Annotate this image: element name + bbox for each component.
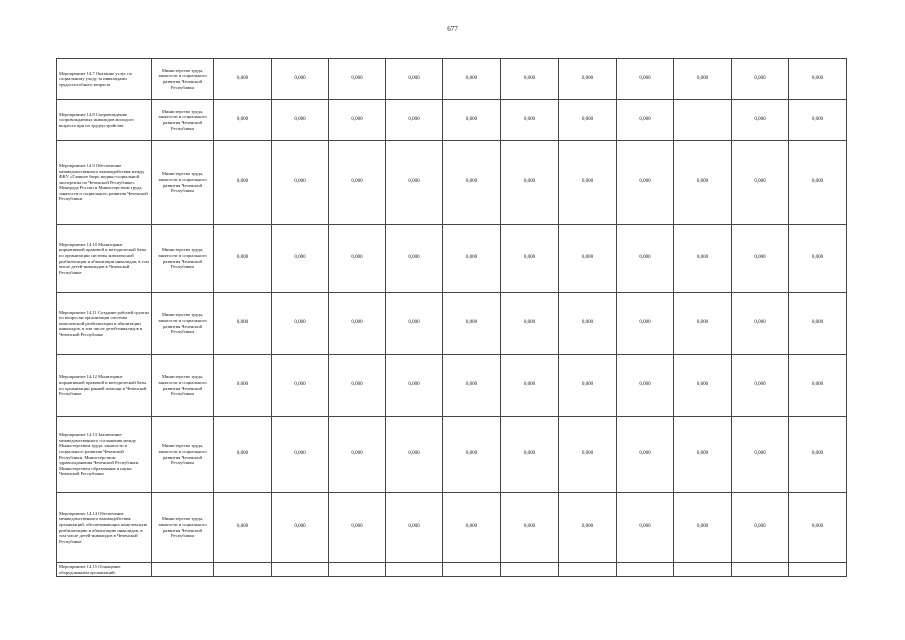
value-cell: 0,000 — [617, 100, 674, 141]
table-row — [57, 563, 847, 577]
value-cell: 0,000 — [214, 493, 272, 563]
measure-cell: Мероприятие 14.8 Сопровождение сопровождаемых инвалидов молодого возраста при их трудоустройстве — [57, 100, 152, 141]
value-cell: 0,000 — [501, 355, 559, 417]
value-cell: 0,000 — [272, 293, 329, 355]
measure-cell: Мероприятие 14.9 Обеспечение межведомственного взаимодействия между ФКУ «Главное бюро медико-социальной экспертизы по Чеченской Республике» Минтруда России и Министерством труда, занятости и социального развития Чеченской Республики — [57, 141, 152, 225]
value-cell — [674, 100, 732, 141]
value-cell: 0,000 — [559, 355, 617, 417]
value-cell — [214, 563, 272, 577]
measure-cell: Мероприятие 14.10 Мониторинг нормативной правовой и методической базы по организации системы комплексной реабилитации и абилитации инвалидов, в том числе детей-инвалидов в Чеченской Республике — [57, 225, 152, 293]
value-cell: 0,000 — [443, 225, 501, 293]
responsible-org-cell: Министерство труда, занятости и социального развития Чеченской Республики — [152, 355, 214, 417]
value-cell: 0,000 — [501, 493, 559, 563]
value-cell — [559, 563, 617, 577]
value-cell: 0,000 — [732, 293, 789, 355]
value-cell: 0,000 — [559, 100, 617, 141]
value-cell: 0,000 — [617, 59, 674, 100]
value-cell: 0,000 — [386, 225, 443, 293]
value-cell: 0,000 — [443, 355, 501, 417]
value-cell: 0,000 — [272, 417, 329, 493]
value-cell: 0,000 — [789, 59, 847, 100]
value-cell: 0,000 — [386, 141, 443, 225]
table-row — [57, 417, 847, 493]
measure-cell: Мероприятие 14.12 Мониторинг нормативной правовой и методической базы по организации ранней помощи в Чеченской Республике — [57, 355, 152, 417]
value-cell: 0,000 — [617, 355, 674, 417]
value-cell: 0,000 — [386, 417, 443, 493]
value-cell: 0,000 — [501, 293, 559, 355]
value-cell: 0,000 — [329, 100, 386, 141]
measure-cell: Мероприятие 14.14 Обеспечение межведомственного взаимодействия организаций, обеспечивающих комплексную реабилитацию и абилитацию инвалидов, в том числе детей-инвалидов в Чеченской Республике — [57, 493, 152, 563]
value-cell: 0,000 — [329, 293, 386, 355]
value-cell: 0,000 — [443, 293, 501, 355]
responsible-org-cell: Министерство труда, занятости и социального развития Чеченской Республики — [152, 417, 214, 493]
budget-table — [56, 58, 847, 577]
value-cell — [732, 563, 789, 577]
value-cell — [501, 563, 559, 577]
table-row — [57, 59, 847, 100]
measure-cell: Мероприятие 14.11 Создание рабочей группы по вопросам организации системы комплексной реабилитации и абилитации инвалидов, в том числе детей-инвалидов в Чеченской Республике — [57, 293, 152, 355]
value-cell: 0,000 — [214, 293, 272, 355]
value-cell: 0,000 — [789, 355, 847, 417]
value-cell: 0,000 — [386, 493, 443, 563]
value-cell: 0,000 — [214, 141, 272, 225]
value-cell: 0,000 — [617, 225, 674, 293]
value-cell: 0,000 — [214, 355, 272, 417]
page-number: 677 — [447, 25, 458, 33]
value-cell — [386, 563, 443, 577]
value-cell: 0,000 — [443, 493, 501, 563]
measure-cell: Мероприятие 14.7 Оказание услуг по социальному уходу за инвалидами трудоспособного возраста — [57, 59, 152, 100]
value-cell: 0,000 — [674, 141, 732, 225]
value-cell: 0,000 — [214, 225, 272, 293]
responsible-org-cell — [152, 563, 214, 577]
value-cell: 0,000 — [214, 417, 272, 493]
value-cell: 0,000 — [559, 141, 617, 225]
value-cell: 0,000 — [617, 417, 674, 493]
value-cell: 0,000 — [443, 141, 501, 225]
value-cell: 0,000 — [617, 493, 674, 563]
measure-cell: Мероприятие 14.15 Оснащение оборудованием организаций, — [57, 563, 152, 577]
value-cell — [329, 563, 386, 577]
table-row — [57, 293, 847, 355]
value-cell: 0,000 — [501, 59, 559, 100]
value-cell: 0,000 — [617, 293, 674, 355]
responsible-org-cell: Министерство труда, занятости и социального развития Чеченской Республики — [152, 100, 214, 141]
budget-table-container — [56, 58, 847, 577]
value-cell: 0,000 — [272, 493, 329, 563]
value-cell: 0,000 — [501, 417, 559, 493]
value-cell: 0,000 — [386, 100, 443, 141]
value-cell: 0,000 — [443, 417, 501, 493]
table-body — [57, 59, 847, 577]
value-cell — [443, 563, 501, 577]
value-cell: 0,000 — [789, 100, 847, 141]
responsible-org-cell: Министерство труда, занятости и социального развития Чеченской Республики — [152, 59, 214, 100]
value-cell: 0,000 — [214, 100, 272, 141]
value-cell: 0,000 — [559, 493, 617, 563]
value-cell: 0,000 — [386, 355, 443, 417]
value-cell: 0,000 — [674, 293, 732, 355]
responsible-org-cell: Министерство труда, занятости и социального развития Чеченской Республики — [152, 293, 214, 355]
responsible-org-cell: Министерство труда, занятости и социального развития Чеченской Республики — [152, 141, 214, 225]
value-cell: 0,000 — [732, 417, 789, 493]
value-cell: 0,000 — [272, 100, 329, 141]
table-row — [57, 493, 847, 563]
value-cell: 0,000 — [789, 293, 847, 355]
value-cell: 0,000 — [789, 225, 847, 293]
value-cell: 0,000 — [559, 293, 617, 355]
value-cell: 0,000 — [732, 59, 789, 100]
value-cell: 0,000 — [789, 417, 847, 493]
value-cell: 0,000 — [559, 417, 617, 493]
table-row — [57, 141, 847, 225]
value-cell: 0,000 — [329, 225, 386, 293]
value-cell — [674, 563, 732, 577]
value-cell: 0,000 — [674, 59, 732, 100]
value-cell: 0,000 — [329, 417, 386, 493]
responsible-org-cell: Министерство труда, занятости и социального развития Чеченской Республики — [152, 225, 214, 293]
value-cell: 0,000 — [674, 355, 732, 417]
value-cell: 0,000 — [329, 141, 386, 225]
value-cell: 0,000 — [386, 293, 443, 355]
value-cell: 0,000 — [329, 493, 386, 563]
responsible-org-cell: Министерство труда, занятости и социального развития Чеченской Республики — [152, 493, 214, 563]
table-row — [57, 100, 847, 141]
value-cell: 0,000 — [732, 493, 789, 563]
table-row — [57, 355, 847, 417]
value-cell — [617, 563, 674, 577]
value-cell: 0,000 — [674, 225, 732, 293]
value-cell: 0,000 — [732, 355, 789, 417]
value-cell — [272, 563, 329, 577]
value-cell: 0,000 — [501, 100, 559, 141]
value-cell: 0,000 — [272, 355, 329, 417]
value-cell: 0,000 — [732, 225, 789, 293]
value-cell: 0,000 — [272, 225, 329, 293]
value-cell: 0,000 — [501, 225, 559, 293]
value-cell: 0,000 — [272, 59, 329, 100]
table-row — [57, 225, 847, 293]
value-cell: 0,000 — [789, 141, 847, 225]
value-cell: 0,000 — [443, 100, 501, 141]
value-cell: 0,000 — [674, 493, 732, 563]
value-cell: 0,000 — [674, 417, 732, 493]
value-cell: 0,000 — [272, 141, 329, 225]
measure-cell: Мероприятие 14.13 Заключение межведомственного соглашения между Министерством труда, занятости и социального развития Чеченской Республики, Министерством здравоохранения Чеченской Республики, Министерством образования и науки Чеченской Республики — [57, 417, 152, 493]
value-cell: 0,000 — [732, 141, 789, 225]
value-cell: 0,000 — [617, 141, 674, 225]
value-cell: 0,000 — [789, 493, 847, 563]
value-cell: 0,000 — [329, 59, 386, 100]
value-cell: 0,000 — [732, 100, 789, 141]
value-cell — [789, 563, 847, 577]
value-cell: 0,000 — [329, 355, 386, 417]
value-cell: 0,000 — [501, 141, 559, 225]
value-cell: 0,000 — [214, 59, 272, 100]
value-cell: 0,000 — [386, 59, 443, 100]
value-cell: 0,000 — [559, 59, 617, 100]
value-cell: 0,000 — [443, 59, 501, 100]
value-cell: 0,000 — [559, 225, 617, 293]
